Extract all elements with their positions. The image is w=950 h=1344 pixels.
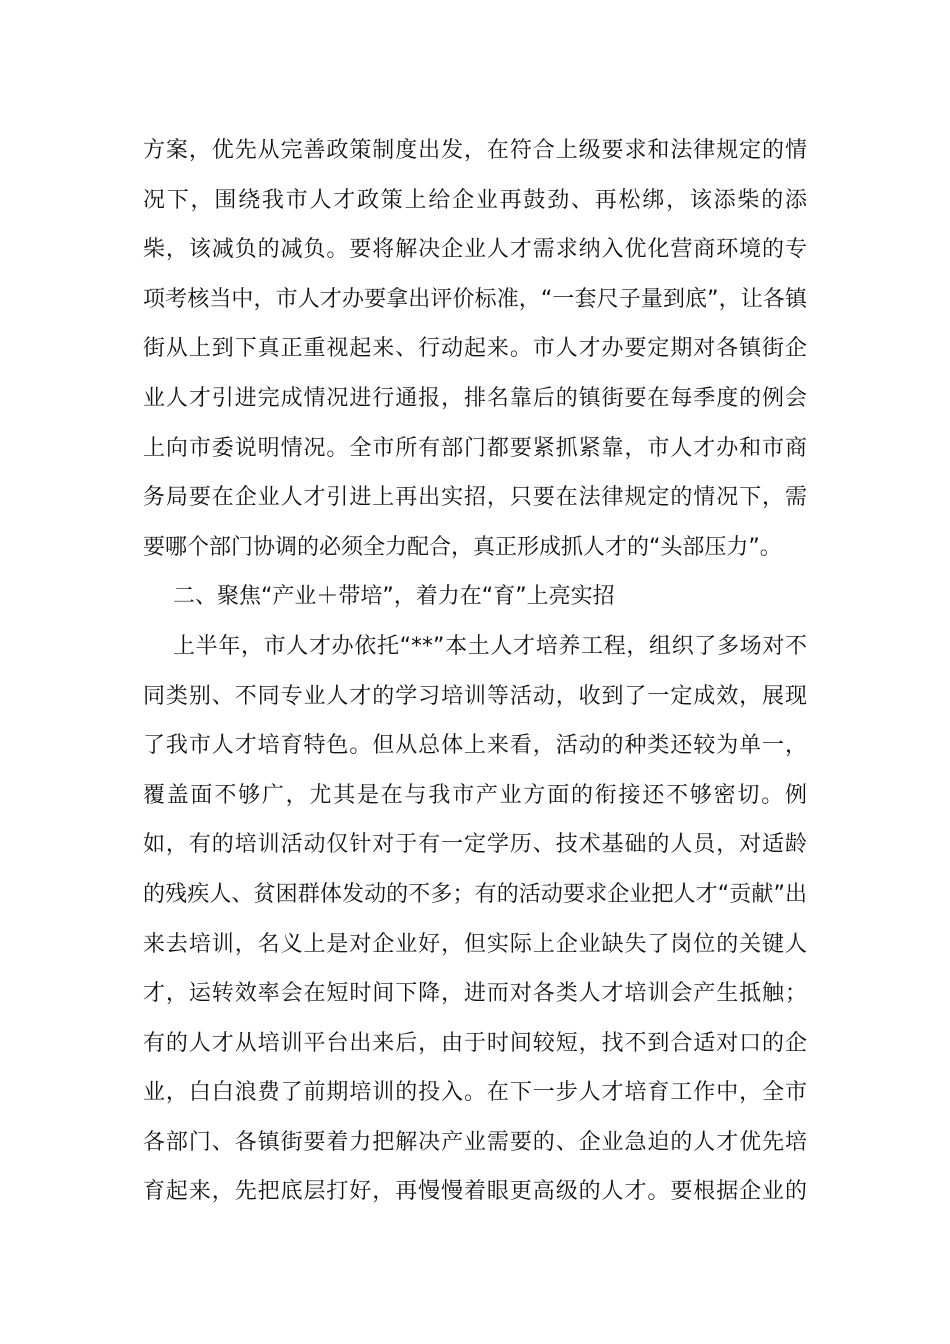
text-line: 上向市委说明情况。全市所有部门都要紧抓紧靠，市人才办和市商 — [143, 435, 807, 461]
text-line: 育起来，先把底层打好，再慢慢着眼更高级的人才。要根据企业的 — [143, 1179, 807, 1205]
paragraph-first-line: 上半年，市人才办依托“**”本土人才培养工程，组织了多场对不 — [173, 633, 807, 659]
text-line: 了我市人才培育特色。但从总体上来看，活动的种类还较为单一， — [143, 733, 807, 759]
text-line: 况下，围绕我市人才政策上给企业再鼓劲、再松绑，该添柴的添 — [143, 187, 807, 213]
text-line: 各部门、各镇街要着力把解决产业需要的、企业急迫的人才优先培 — [143, 1129, 807, 1155]
text-line: 的残疾人、贫困群体发动的不多；有的活动要求企业把人才“贡献”出 — [143, 881, 807, 907]
document-body — [143, 126, 807, 1217]
text-line: 业人才引进完成情况进行通报，排名靠后的镇街要在每季度的例会 — [143, 385, 807, 411]
text-line: 柴，该减负的减负。要将解决企业人才需求纳入优化营商环境的专 — [143, 237, 807, 263]
text-line: 有的人才从培训平台出来后，由于时间较短，找不到合适对口的企 — [143, 1030, 807, 1056]
text-line: 方案，优先从完善政策制度出发，在符合上级要求和法律规定的情 — [143, 138, 807, 163]
text-line: 同类别、不同专业人才的学习培训等活动，收到了一定成效，展现 — [143, 683, 807, 709]
text-line: 覆盖面不够广，尤其是在与我市产业方面的衔接还不够密切。例 — [143, 782, 807, 808]
text-line: 街从上到下真正重视起来、行动起来。市人才办要定期对各镇街企 — [143, 336, 807, 362]
text-line: 业，白白浪费了前期培训的投入。在下一步人才培育工作中，全市 — [143, 1080, 807, 1106]
text-line: 务局要在企业人才引进上再出实招，只要在法律规定的情况下，需 — [143, 485, 807, 511]
text-line: 项考核当中，市人才办要拿出评价标准，“一套尺子量到底”，让各镇 — [143, 286, 807, 312]
text-line: 如，有的培训活动仅针对于有一定学历、技术基础的人员，对适龄 — [143, 832, 807, 858]
section-heading: 二、聚焦“产业＋带培”，着力在“育”上亮实招 — [173, 584, 615, 610]
text-line: 才，运转效率会在短时间下降，进而对各类人才培训会产生抵触； — [143, 981, 807, 1007]
text-line: 要哪个部门协调的必须全力配合，真正形成抓人才的“头部压力”。 — [143, 534, 782, 560]
text-line: 来去培训，名义上是对企业好，但实际上企业缺失了岗位的关键人 — [143, 931, 807, 957]
